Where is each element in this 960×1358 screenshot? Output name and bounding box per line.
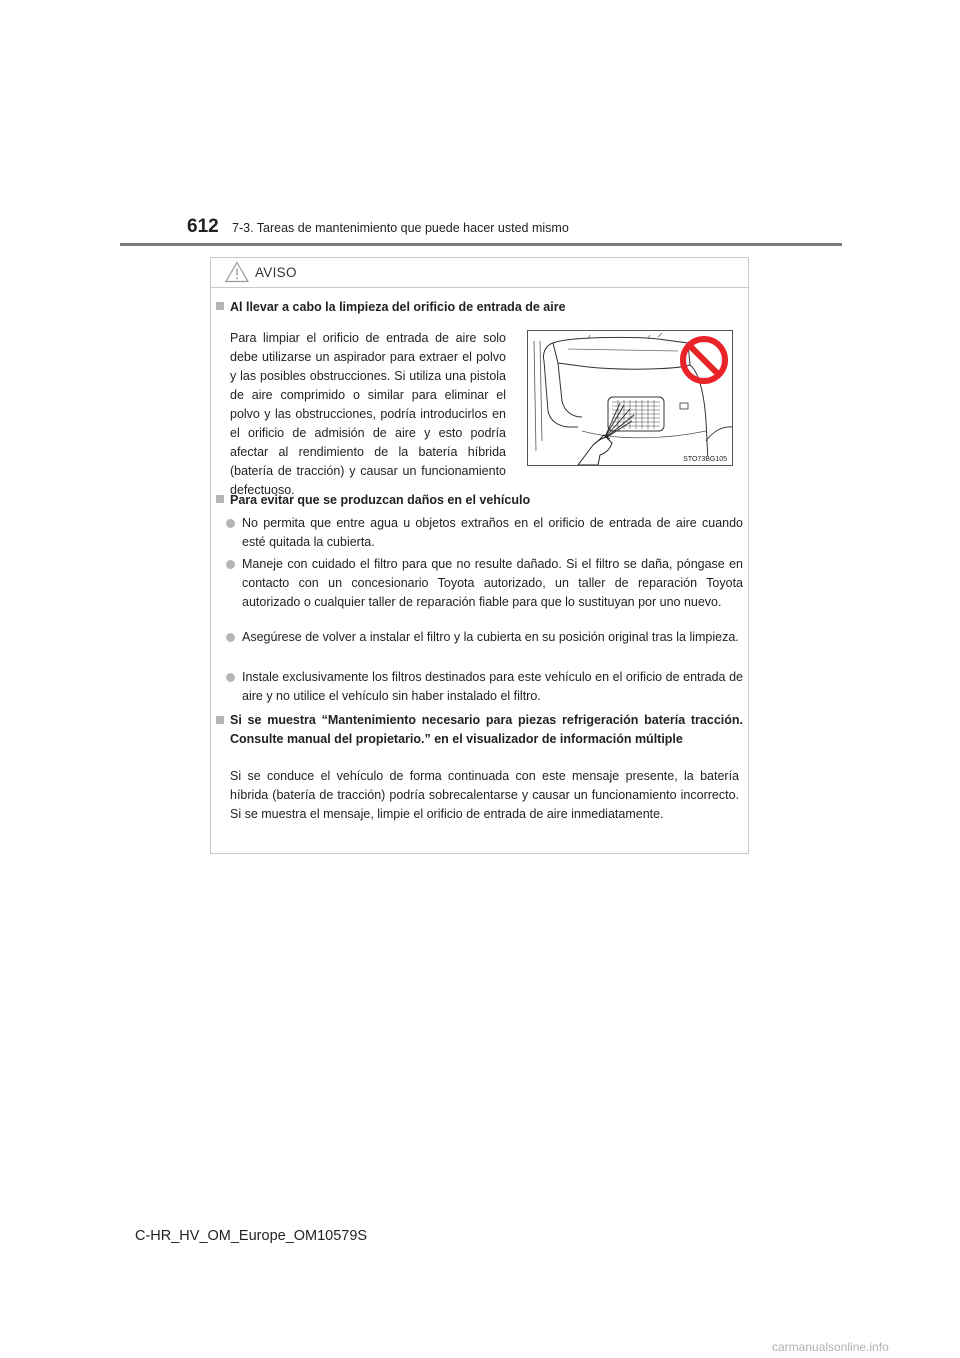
air-intake-figure xyxy=(527,330,733,466)
section-title: 7-3. Tareas de mantenimiento que puede hacer usted mismo xyxy=(232,221,569,235)
bullet-text: Asegúrese de volver a instalar el filtro y la cubierta en su posición original tras la limpieza. xyxy=(242,630,739,644)
section-heading-vehicle-damage xyxy=(216,491,530,510)
bullet-text: Maneje con cuidado el filtro para que no resulte dañado. Si el filtro se daña, póngase en contacto con un concesionario Toyota autorizado, un taller de reparación Toyota autorizado o cualquier taller de reparación fiable para que lo sustituyan por uno nuevo. xyxy=(242,557,743,609)
square-bullet-icon xyxy=(216,716,224,724)
header-rule xyxy=(120,243,842,246)
watermark: carmanualsonline.info xyxy=(772,1340,889,1354)
section-heading-text: Si se muestra “Mantenimiento necesario para piezas refrigeración batería tracción. Consulte manual del propietario.” en el visualizador de información múltiple xyxy=(230,713,743,746)
notice-box xyxy=(210,257,749,854)
section-heading-air-intake xyxy=(216,298,566,317)
round-bullet-icon xyxy=(226,519,235,528)
bullet-item xyxy=(226,628,743,647)
bullet-item xyxy=(226,555,743,612)
bullet-text: Instale exclusivamente los filtros destinados para este vehículo en el orificio de entrada de aire y no utilice el vehículo sin haber instalado el filtro. xyxy=(242,670,743,703)
round-bullet-icon xyxy=(226,560,235,569)
footer-doc-code: C-HR_HV_OM_Europe_OM10579S xyxy=(135,1228,368,1244)
section-heading-display-message xyxy=(216,711,743,749)
bullet-text: No permita que entre agua u objetos extraños en el orificio de entrada de aire cuando esté quitada la cubierta. xyxy=(242,516,743,549)
square-bullet-icon xyxy=(216,302,224,310)
round-bullet-icon xyxy=(226,673,235,682)
notice-label: AVISO xyxy=(255,265,297,280)
bullet-item xyxy=(226,668,743,706)
prohibited-icon xyxy=(678,334,730,386)
section-heading-text: Al llevar a cabo la limpieza del orificio de entrada de aire xyxy=(230,300,566,314)
section-heading-text: Para evitar que se produzcan daños en el vehículo xyxy=(230,493,531,507)
display-message-paragraph: Si se conduce el vehículo de forma continuada con este mensaje presente, la batería híbrida (batería de tracción) podría sobrecalentarse y causar un funcionamiento incorrecto. Si se muestra el mensaje, limpie el orificio de entrada de aire inmediatamente. xyxy=(230,769,739,821)
round-bullet-icon xyxy=(226,633,235,642)
warning-icon xyxy=(225,261,249,283)
air-intake-paragraph: Para limpiar el orificio de entrada de aire solo debe utilizarse un aspirador para extraer el polvo y las posibles obstrucciones. Si utiliza una pistola de aire comprimido o similar para eliminar el polvo y las obstrucciones, podría introducirlos en el orificio de admisión de aire y esto podría afectar al rendimiento de la batería híbrida (batería de tracción) y causar un funcionamiento defectuoso. xyxy=(230,331,506,497)
square-bullet-icon xyxy=(216,495,224,503)
figure-code: STO73BG105 xyxy=(683,456,727,463)
notice-header xyxy=(211,258,748,288)
bullet-item xyxy=(226,514,743,552)
page-number: 612 xyxy=(187,216,219,237)
